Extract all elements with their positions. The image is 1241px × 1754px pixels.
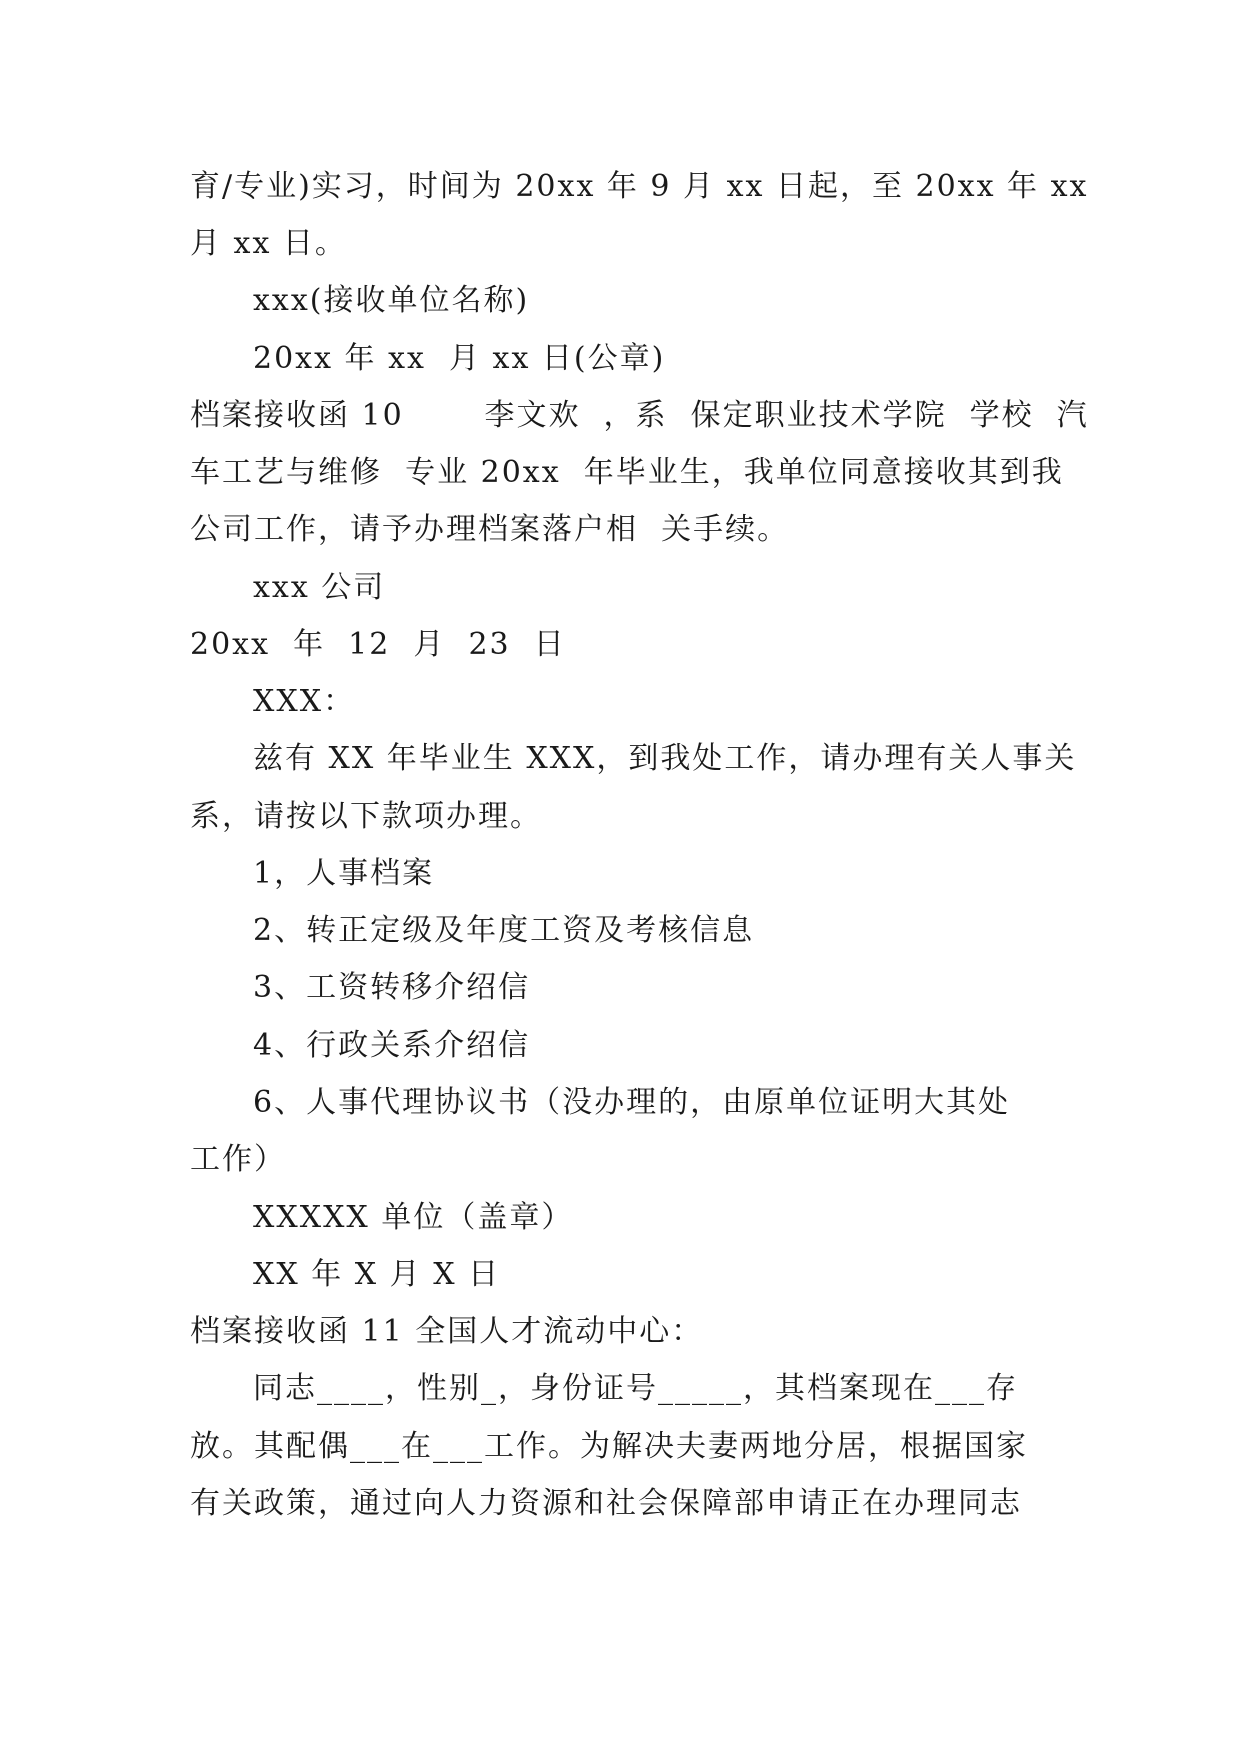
text-line: 同志____，性别_，身份证号_____，其档案现在___存 — [253, 1371, 1018, 1406]
text-line: XX 年 X 月 X 日 — [253, 1257, 501, 1292]
text-line: 档案接收函 10 李文欢 ，系 保定职业技术学院 学校 汽 — [190, 398, 1089, 433]
text-line: XXXXX 单位（盖章） — [253, 1200, 574, 1235]
text-line: 档案接收函 11 全国人才流动中心： — [190, 1314, 704, 1349]
text-line: 月 xx 日。 — [190, 226, 347, 261]
text-line: 兹有 XX 年毕业生 XXX，到我处工作，请办理有关人事关 — [253, 741, 1077, 776]
text-line: 1，人事档案 — [253, 856, 435, 891]
text-line: 工作） — [190, 1142, 286, 1177]
text-line: 有关政策，通过向人力资源和社会保障部申请正在办理同志 — [190, 1486, 1022, 1521]
text-line: 育/专业)实习，时间为 20xx 年 9 月 xx 日起，至 20xx 年 xx — [190, 169, 1089, 204]
text-line: 车工艺与维修 专业 20xx 年毕业生，我单位同意接收其到我 — [190, 455, 1064, 490]
text-line: 公司工作，请予办理档案落户相 关手续。 — [190, 512, 790, 547]
text-line: 4、行政关系介绍信 — [253, 1028, 531, 1063]
text-line: 20xx 年 xx 月 xx 日(公章) — [253, 341, 666, 376]
text-line: xxx 公司 — [253, 570, 386, 605]
text-line: 2、转正定级及年度工资及考核信息 — [253, 913, 755, 948]
text-line: 6、人事代理协议书（没办理的，由原单位证明大其处 — [253, 1085, 1011, 1120]
text-line: 放。其配偶___在___工作。为解决夫妻两地分居，根据国家 — [190, 1429, 1028, 1464]
text-line: XXX： — [253, 684, 356, 719]
text-line: 3、工资转移介绍信 — [253, 970, 531, 1005]
text-line: xxx(接收单位名称) — [253, 283, 530, 318]
text-line: 20xx 年 12 月 23 日 — [190, 627, 566, 662]
text-line: 系，请按以下款项办理。 — [190, 799, 542, 834]
